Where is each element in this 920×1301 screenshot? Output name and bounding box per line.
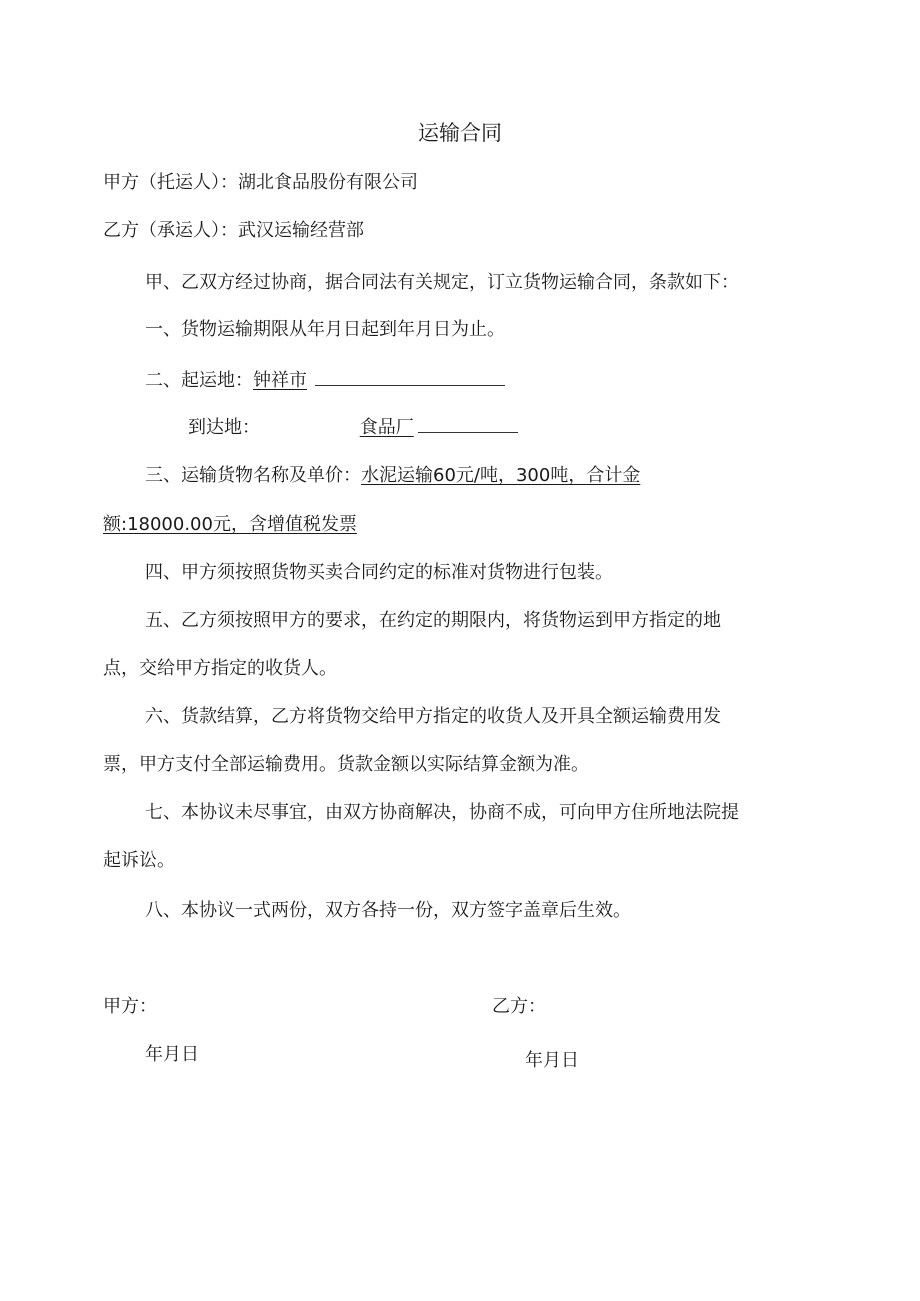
intro-paragraph: 甲、乙双方经过协商，据合同法有关规定，订立货物运输合同，条款如下： xyxy=(145,272,739,293)
destination-blank-line xyxy=(418,414,518,433)
party-b-line: 乙方（承运人）：武汉运输经营部 xyxy=(103,220,364,241)
clause-2-origin xyxy=(145,367,505,394)
date-party-b: 年月日 xyxy=(525,1050,579,1071)
destination-value: 食品厂 xyxy=(359,417,414,438)
origin-label: 二、起运地： xyxy=(145,370,253,391)
goods-label: 三、运输货物名称及单价： xyxy=(145,465,361,486)
document-title: 运输合同 xyxy=(418,121,502,145)
clause-2-destination xyxy=(188,414,518,441)
destination-label: 到达地： xyxy=(188,417,260,438)
signature-party-a: 甲方： xyxy=(103,996,157,1017)
date-party-a: 年月日 xyxy=(145,1044,199,1065)
clause-3-line-1 xyxy=(145,463,640,489)
origin-blank-line xyxy=(315,367,505,386)
origin-value: 钟祥市 xyxy=(253,370,307,391)
clause-8: 八、本协议一式两份，双方各持一份，双方签字盖章后生效。 xyxy=(145,900,631,921)
clause-5-line-1: 五、乙方须按照甲方的要求，在约定的期限内，将货物运到甲方指定的地 xyxy=(145,610,721,631)
party-a-line: 甲方（托运人）：湖北食品股份有限公司 xyxy=(103,172,418,193)
clause-6-line-2: 票，甲方支付全部运输费用。货款金额以实际结算金额为准。 xyxy=(103,754,589,775)
clause-7-line-1: 七、本协议未尽事宜，由双方协商解决，协商不成，可向甲方住所地法院提 xyxy=(145,802,739,823)
goods-value-part-1: 水泥运输60元/吨，300吨，合计金 xyxy=(361,465,641,486)
clause-6-line-1: 六、货款结算，乙方将货物交给甲方指定的收货人及开具全额运输费用发 xyxy=(145,706,721,727)
clause-5-line-2: 点，交给甲方指定的收货人。 xyxy=(103,658,337,679)
signature-party-b: 乙方： xyxy=(492,996,546,1017)
clause-4: 四、甲方须按照货物买卖合同约定的标准对货物进行包装。 xyxy=(145,562,613,583)
clause-7-line-2: 起诉讼。 xyxy=(103,850,175,871)
clause-1: 一、货物运输期限从年月日起到年月日为止。 xyxy=(145,319,505,340)
goods-value-part-2: 额:18000.00元，含增值税发票 xyxy=(103,514,357,535)
